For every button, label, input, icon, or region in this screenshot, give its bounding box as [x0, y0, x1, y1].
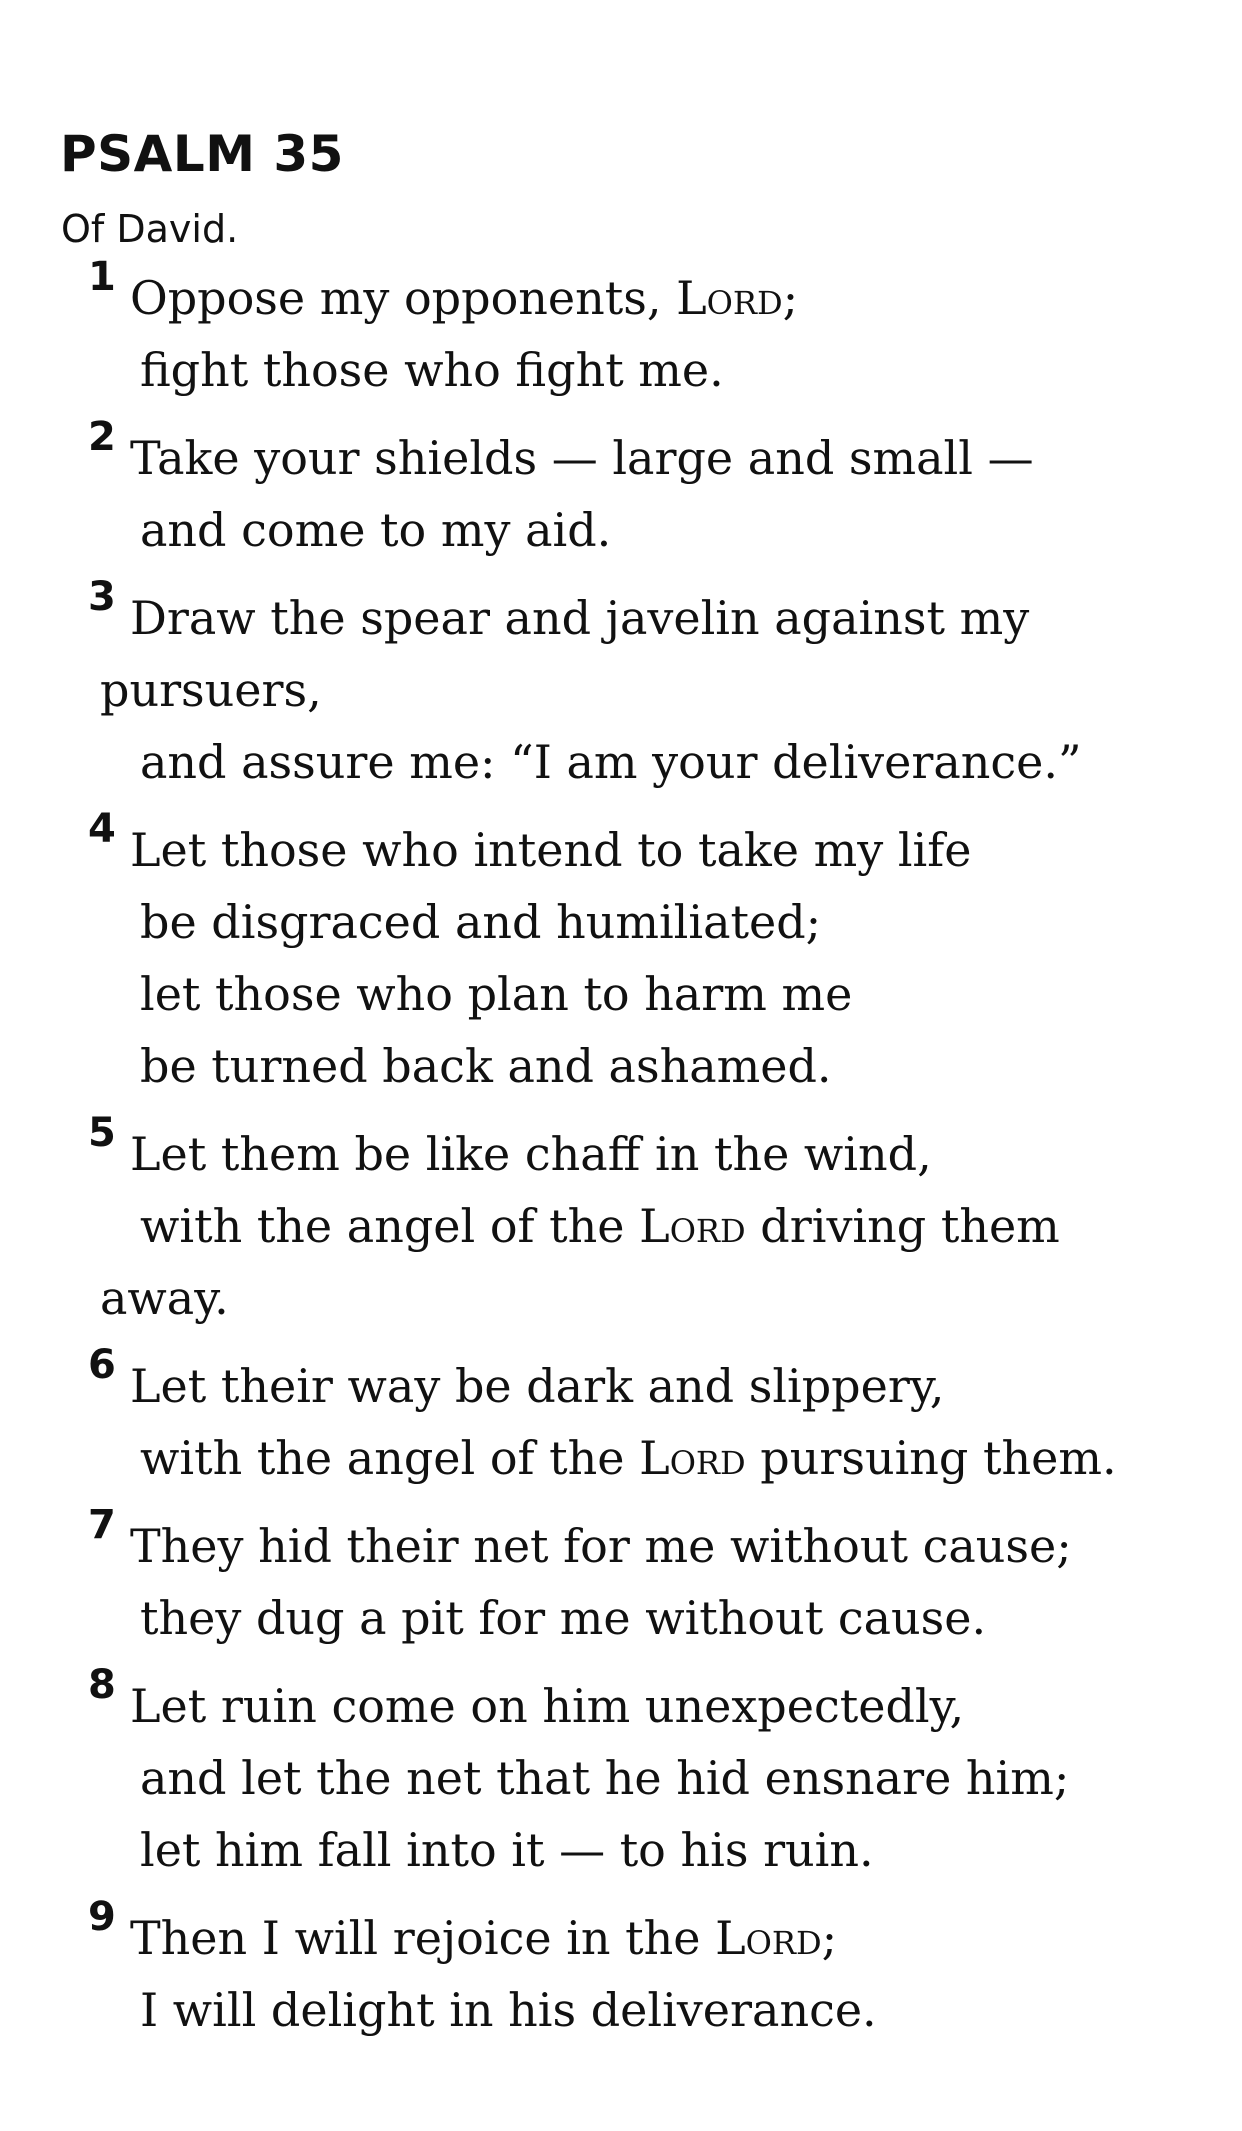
- verse-line: and come to my aid.: [140, 503, 612, 557]
- verse-4: [0, 806, 1242, 1102]
- divine-name: Lord: [639, 1199, 746, 1253]
- verse-line: Then I will rejoice in the Lord;: [130, 1911, 838, 1965]
- verse-line-wrap: away.: [100, 1271, 229, 1325]
- divine-name: Lord: [639, 1431, 746, 1485]
- verse-7: [0, 1502, 1242, 1654]
- verse-line: Let their way be dark and slippery,: [130, 1359, 945, 1413]
- verse-3: [0, 574, 1242, 798]
- verse-line: and let the net that he hid ensnare him;: [140, 1751, 1070, 1805]
- verse-line: They hid their net for me without cause;: [130, 1519, 1072, 1573]
- verse-line: Draw the spear and javelin against my: [130, 591, 1030, 645]
- verse-line: I will delight in his deliverance.: [140, 1983, 877, 2037]
- verse-number: 3: [88, 574, 116, 620]
- verse-number: 1: [88, 254, 116, 300]
- psalm-superscription: Of David.: [61, 207, 239, 251]
- verse-number: 7: [88, 1502, 116, 1548]
- verse-2: [0, 414, 1242, 566]
- verse-6: [0, 1342, 1242, 1494]
- verse-line: let him fall into it — to his ruin.: [140, 1823, 874, 1877]
- verse-line: Oppose my opponents, Lord;: [130, 271, 799, 325]
- verse-line: be disgraced and humiliated;: [140, 895, 822, 949]
- divine-name: Lord: [676, 271, 783, 325]
- verse-list: [0, 254, 1242, 2062]
- verse-number: 8: [88, 1662, 116, 1708]
- verse-line: fight those who fight me.: [140, 343, 724, 397]
- verse-number: 5: [88, 1110, 116, 1156]
- verse-number: 9: [88, 1894, 116, 1940]
- verse-line: and assure me: “I am your deliverance.”: [140, 735, 1082, 789]
- verse-9: [0, 1894, 1242, 2046]
- verse-line: they dug a pit for me without cause.: [140, 1591, 987, 1645]
- verse-line: Let them be like chaff in the wind,: [130, 1127, 932, 1181]
- psalm-title: PSALM 35: [60, 125, 344, 183]
- verse-8: [0, 1662, 1242, 1886]
- verse-line: be turned back and ashamed.: [140, 1039, 832, 1093]
- verse-5: [0, 1110, 1242, 1334]
- verse-line: Let those who intend to take my life: [130, 823, 972, 877]
- verse-line-wrap: pursuers,: [100, 663, 322, 717]
- verse-line: with the angel of the Lord pursuing them.: [140, 1431, 1117, 1485]
- verse-line: let those who plan to harm me: [140, 967, 853, 1021]
- verse-line: with the angel of the Lord driving them: [140, 1199, 1060, 1253]
- verse-number: 6: [88, 1342, 116, 1388]
- verse-line: Take your shields — large and small —: [130, 431, 1034, 485]
- divine-name: Lord: [715, 1911, 822, 1965]
- verse-1: [0, 254, 1242, 406]
- verse-number: 2: [88, 414, 116, 460]
- verse-line: Let ruin come on him unexpectedly,: [130, 1679, 965, 1733]
- verse-number: 4: [88, 806, 116, 852]
